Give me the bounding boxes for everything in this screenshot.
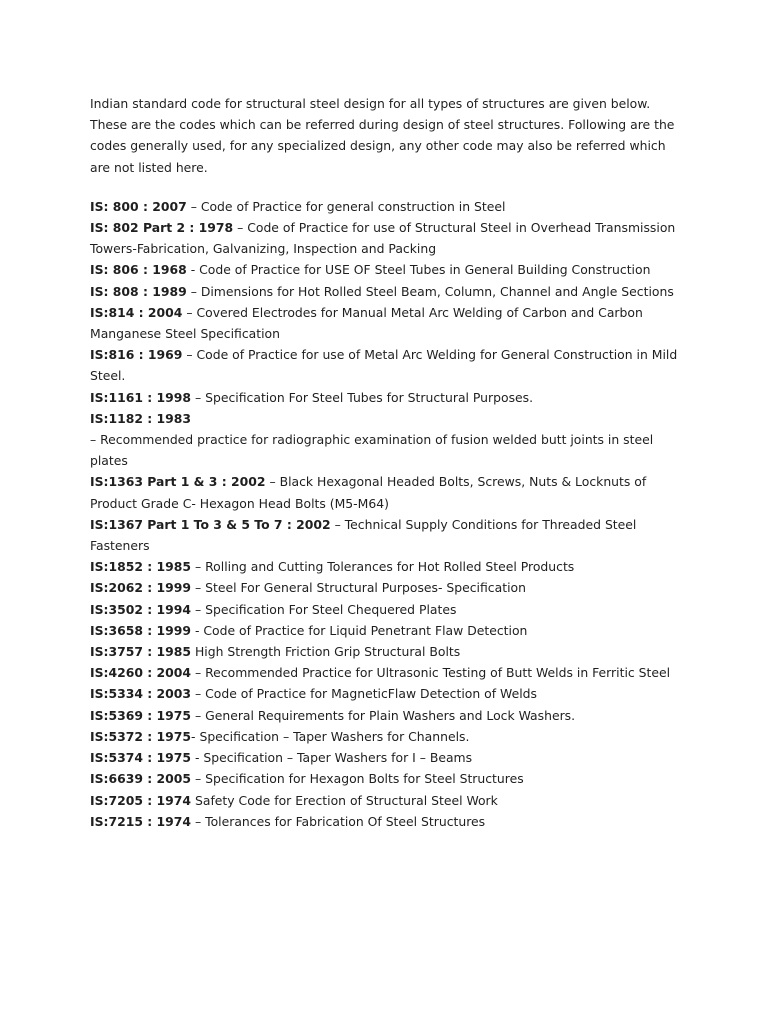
code-number: IS:1161 : 1998 bbox=[90, 389, 192, 405]
code-number: IS:3502 : 1994 bbox=[90, 601, 192, 617]
code-description: - Specification – Taper Washers for I – Beams bbox=[191, 750, 473, 766]
code-entry bbox=[90, 662, 680, 683]
code-entry bbox=[90, 620, 680, 641]
code-description: – Specification For Steel Chequered Plates bbox=[191, 601, 457, 617]
code-description: - Specification – Taper Washers for Channels. bbox=[191, 728, 470, 744]
code-number: IS:3757 : 1985 bbox=[90, 644, 192, 660]
code-description: Safety Code for Erection of Structural Steel Work bbox=[191, 792, 498, 808]
code-number: IS:2062 : 1999 bbox=[90, 580, 192, 596]
code-description: – Dimensions for Hot Rolled Steel Beam, Column, Channel and Angle Sections bbox=[186, 283, 674, 299]
code-entry bbox=[90, 556, 680, 577]
code-number: IS:1363 Part 1 & 3 : 2002 bbox=[90, 474, 266, 490]
code-number: IS: 808 : 1989 bbox=[90, 283, 187, 299]
code-number: IS:6639 : 2005 bbox=[90, 771, 192, 787]
code-number: IS:1367 Part 1 To 3 & 5 To 7 : 2002 bbox=[90, 516, 331, 532]
code-entry bbox=[90, 281, 680, 302]
code-entry bbox=[90, 408, 680, 472]
code-description: – Steel For General Structural Purposes- Specification bbox=[191, 580, 526, 596]
code-number: IS:5334 : 2003 bbox=[90, 686, 192, 702]
code-description: - Code of Practice for Liquid Penetrant Flaw Detection bbox=[191, 622, 528, 638]
code-description: – Rolling and Cutting Tolerances for Hot Rolled Steel Products bbox=[191, 559, 575, 575]
code-description: – Tolerances for Fabrication Of Steel Structures bbox=[191, 813, 486, 829]
code-number: IS:5374 : 1975 bbox=[90, 750, 192, 766]
code-entry bbox=[90, 387, 680, 408]
code-entry bbox=[90, 302, 680, 344]
code-number: IS: 806 : 1968 bbox=[90, 262, 187, 278]
code-entry bbox=[90, 811, 680, 832]
code-description: – Specification for Hexagon Bolts for Steel Structures bbox=[191, 771, 524, 787]
code-description: – Recommended Practice for Ultrasonic Testing of Butt Welds in Ferritic Steel bbox=[191, 665, 671, 681]
code-entry bbox=[90, 471, 680, 513]
code-entry bbox=[90, 641, 680, 662]
code-entry bbox=[90, 726, 680, 747]
code-description: – Code of Practice for use of Metal Arc Welding for General Construction in Mild Steel. bbox=[90, 347, 678, 384]
code-number: IS:814 : 2004 bbox=[90, 304, 183, 320]
code-entry bbox=[90, 683, 680, 704]
code-entry bbox=[90, 790, 680, 811]
code-description: – Specification For Steel Tubes for Structural Purposes. bbox=[191, 389, 534, 405]
code-entry bbox=[90, 577, 680, 598]
code-description: – Code of Practice for general construction in Steel bbox=[186, 198, 506, 214]
code-entry bbox=[90, 259, 680, 280]
code-entry bbox=[90, 514, 680, 556]
code-entry bbox=[90, 599, 680, 620]
code-description: – Technical Supply Conditions for Threaded Steel Fasteners bbox=[90, 516, 637, 554]
code-entry bbox=[90, 747, 680, 768]
code-entry bbox=[90, 196, 680, 217]
code-description: – Covered Electrodes for Manual Metal Arc Welding of Carbon and Carbon Manganese Steel Specification bbox=[90, 304, 643, 342]
code-number: IS:1852 : 1985 bbox=[90, 559, 192, 575]
code-number: IS:5372 : 1975 bbox=[90, 728, 192, 744]
code-number: IS:7215 : 1974 bbox=[90, 813, 192, 829]
code-number: IS:1182 : 1983 bbox=[90, 410, 192, 426]
code-description: – Code of Practice for use of Structural Steel in Overhead Transmission Towers-Fabrication, Galvanizing, Inspection and Packing bbox=[90, 220, 676, 257]
code-number: IS:4260 : 2004 bbox=[90, 665, 192, 681]
code-description: High Strength Friction Grip Structural Bolts bbox=[191, 644, 461, 660]
code-description: - Code of Practice for USE OF Steel Tubes in General Building Construction bbox=[186, 262, 651, 278]
code-entry bbox=[90, 217, 680, 259]
code-description: – Code of Practice for MagneticFlaw Detection of Welds bbox=[191, 686, 537, 702]
code-list bbox=[90, 196, 680, 832]
code-number: IS:3658 : 1999 bbox=[90, 622, 192, 638]
code-entry bbox=[90, 768, 680, 789]
code-description: – Black Hexagonal Headed Bolts, Screws, Nuts & Locknuts of Product Grade C- Hexagon Head Bolts (M5-M64) bbox=[90, 474, 647, 511]
code-entry bbox=[90, 344, 680, 386]
code-number: IS: 800 : 2007 bbox=[90, 198, 187, 214]
code-entry bbox=[90, 705, 680, 726]
code-description: – General Requirements for Plain Washers and Lock Washers. bbox=[191, 707, 576, 723]
code-number: IS: 802 Part 2 : 1978 bbox=[90, 220, 234, 236]
code-number: IS:816 : 1969 bbox=[90, 347, 183, 363]
code-number: IS:7205 : 1974 bbox=[90, 792, 192, 808]
document-page bbox=[90, 93, 680, 832]
code-description-continued: – Recommended practice for radiographic examination of fusion welded butt joints in steel plates bbox=[90, 432, 654, 469]
intro-paragraph: Indian standard code for structural steel design for all types of structures are given below. These are the codes which can be referred during design of steel structures. Following are the codes generally used, for any specialized design, any other code may also be referred which are not listed here. bbox=[90, 96, 675, 175]
code-number: IS:5369 : 1975 bbox=[90, 707, 192, 723]
